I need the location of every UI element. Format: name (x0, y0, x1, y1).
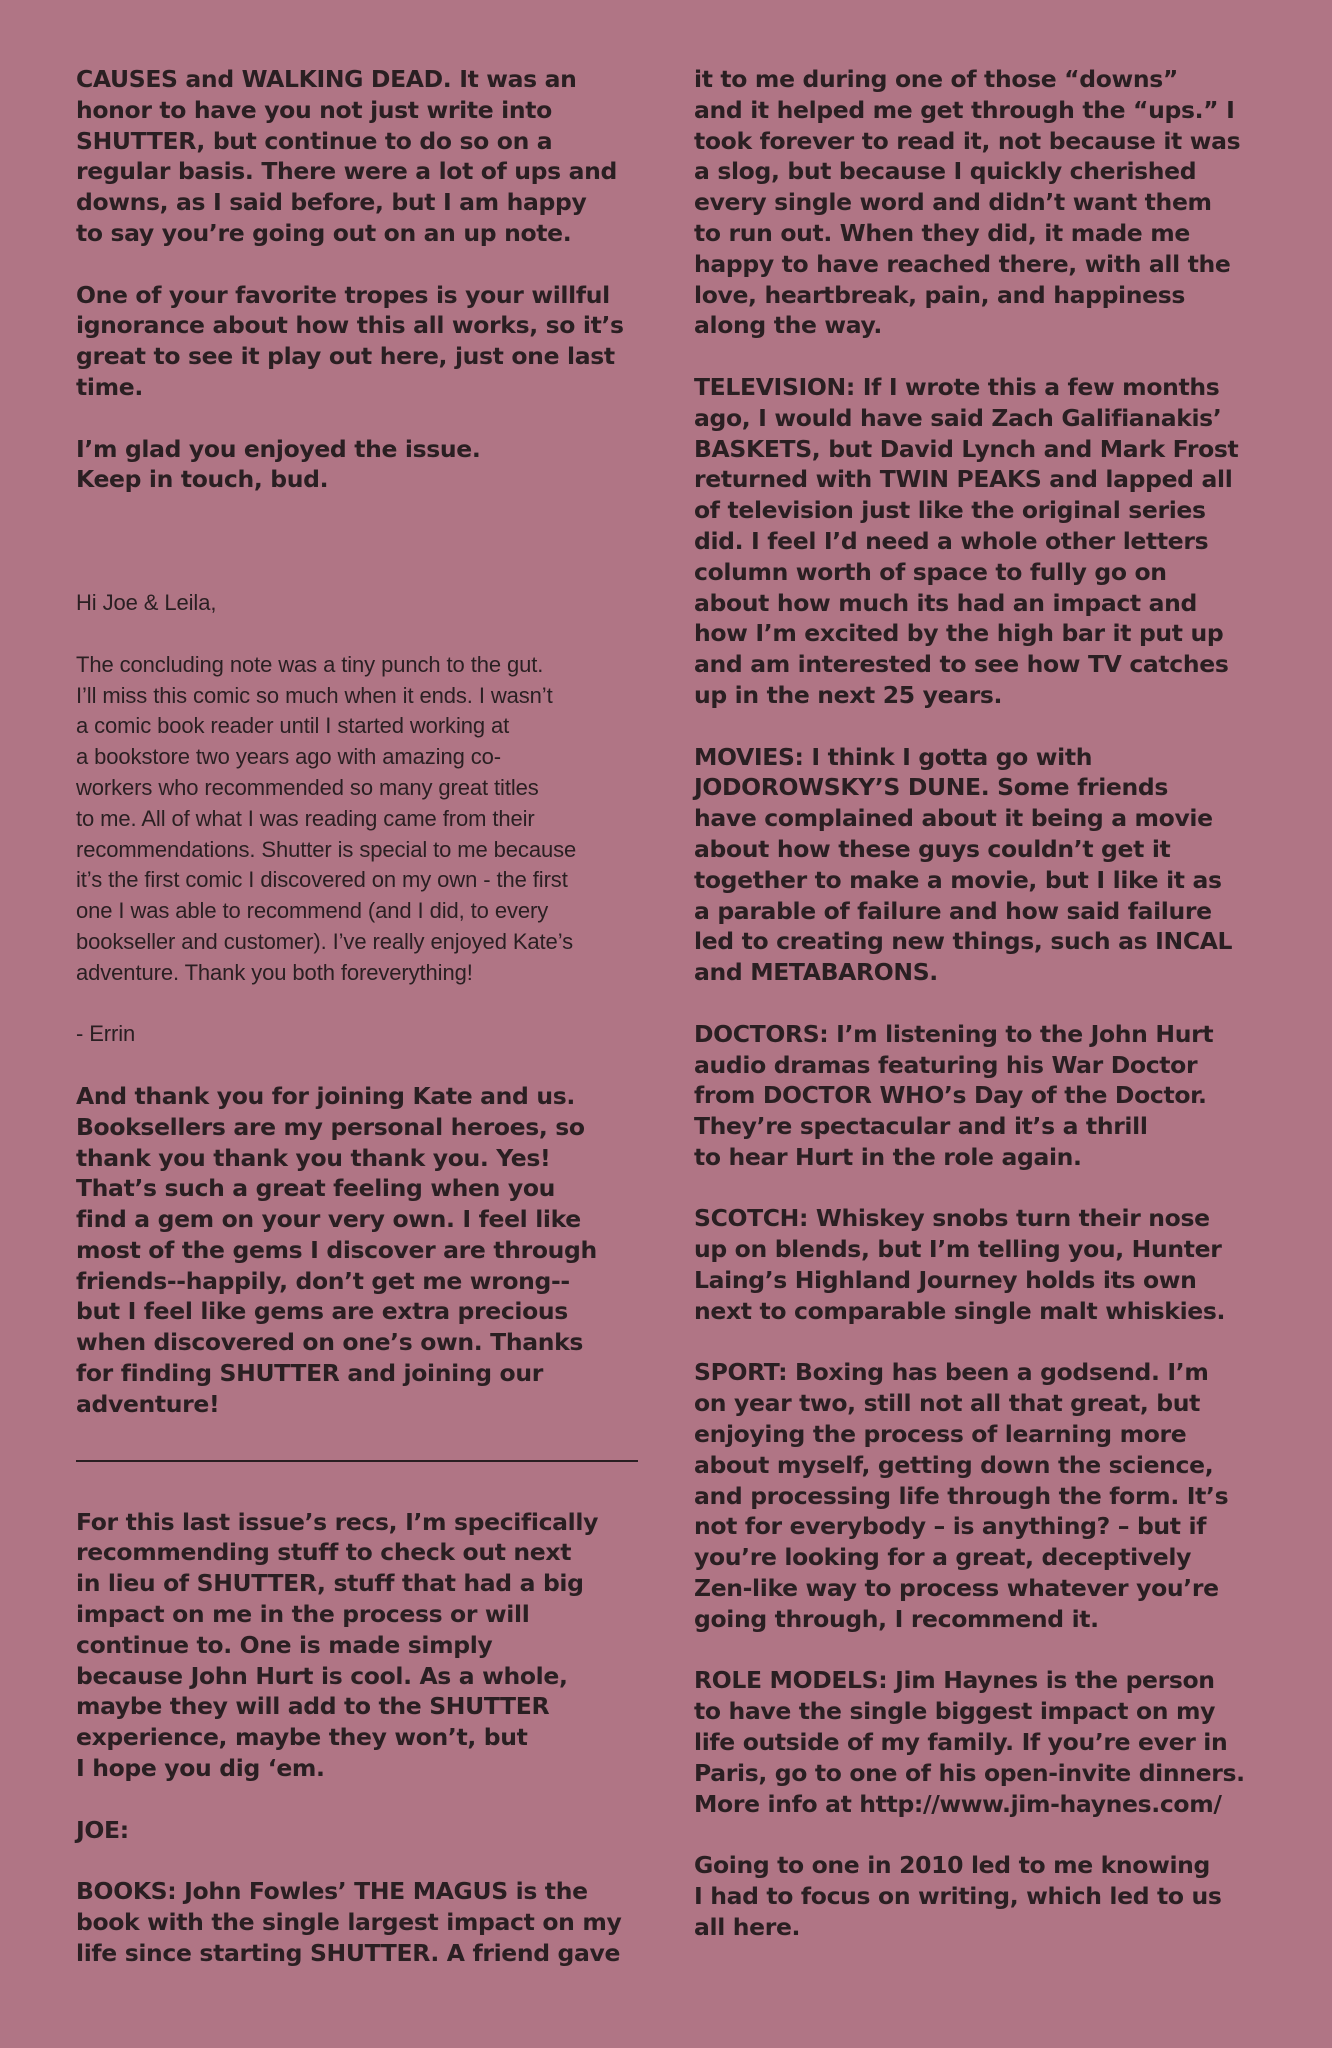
rec-doctors: DOCTORS: I’m listening to the John Hurt audio dramas featuring his War Doctor from DOCTOR WHO’s Day of the Doctor. They’re spectacular and it’s a thrill to hear Hurt in the role again. (694, 1019, 1214, 1171)
section-spacer (76, 1462, 676, 1507)
left-column (76, 64, 676, 1969)
right-column (694, 64, 1254, 1943)
recs-intro: For this last issue’s recs, I’m specifically recommending stuff to check out next in lieu of SHUTTER, stuff that had a big impact on me in the process or will continue to. One is made simply because John Hurt is cool. As a whole, maybe they will add to the SHUTTER experience, maybe they won’t, but I hope you dig ‘em. (76, 1507, 599, 1783)
rec-sport: SPORT: Boxing has been a godsend. I’m on year two, still not all that great, but enjoying the process of learning more about myself, getting down the science, and processing life through the form. It’s not for everybody – is anything? – but if you’re looking for a great, deceptively Zen-like way to process whatever you’re going through, I recommend it. (694, 1358, 1229, 1633)
joe-label: JOE: (76, 1815, 129, 1844)
rec-books-continued: it to me during one of those “downs” and it helped me get through the “ups.” I took forever to read it, not because it was a slog, but because I quickly cherished every single word and didn’t want them to run out. When they did, it made me happy to have reached there, with all the love, heartbreak, pain, and happiness along the way. (694, 65, 1241, 340)
rec-role-models: ROLE MODELS: Jim Haynes is the person to have the single biggest impact on my life outside of my family. If you’re ever in Paris, go to one of his open-invite dinners. More info at http://www.jim-haynes.com/ (694, 1666, 1245, 1818)
reply-paragraph-causes: CAUSES and WALKING DEAD. It was an honor to have you not just write into SHUTTER, but continue to do so on a regular basis. There were a lot of ups and downs, as I said before, but I am happy to say you’re going out on an up note. (76, 65, 617, 247)
letter-greeting: Hi Joe & Leila, (76, 590, 217, 616)
letter-signature: - Errin (76, 1021, 136, 1047)
rec-books: BOOKS: John Fowles’ THE MAGUS is the book with the single largest impact on my life since starting SHUTTER. A friend gave (76, 1877, 622, 1967)
letter-body: The concluding note was a tiny punch to the gut. I’ll miss this comic so much when it ends. I wasn’t a comic book reader until I started working at a bookstore two years ago with amazing co- workers who recommended so many great titles to me. All of what I was reading came from their recommendations. Shutter is special to me because it’s the first comic I discovered on my own - the first one I was able to recommend (and I did, to every bookseller and customer). I’ve really enjoyed Kate’s adventure. Thank you both foreverything! (76, 651, 577, 985)
rec-television: TELEVISION: If I wrote this a few months ago, I would have said Zach Galifianakis’ BASKETS, but David Lynch and Mark Frost returned with TWIN PEAKS and lapped all of television just like the original series did. I feel I’d need a whole other letters column worth of space to fully go on about how much its had an impact and how I’m excited by the high bar it put up and am interested to see how TV catches up in the next 25 years. (694, 372, 1239, 709)
rec-scotch: SCOTCH: Whiskey snobs turn their nose up on blends, but I’m telling you, Hunter Laing’s Highland Journey holds its own next to comparable single malt whiskies. (694, 1204, 1226, 1325)
section-spacer (76, 495, 676, 588)
reply-paragraph-booksellers: And thank you for joining Kate and us. Booksellers are my personal heroes, so thank you thank you thank you. Yes! That’s such a great feeling when you find a gem on your very own. I feel like most of the gems I discover are through friends--happily, don’t get me wrong-- but I feel like gems are extra precious when discovered on one’s own. Thanks for finding SHUTTER and joining our adventure! (76, 1081, 597, 1418)
reply-paragraph-tropes: One of your favorite tropes is your willful ignorance about how this all works, so it’s great to see it play out here, just one last time. (76, 280, 624, 401)
section-spacer (76, 1420, 676, 1460)
reply-paragraph-glad: I’m glad you enjoyed the issue. Keep in touch, bud. (76, 434, 481, 494)
rec-movies: MOVIES: I think I gotta go with JODOROWSKY’S DUNE. Some friends have complained about it being a movie about how these guys couldn’t get it together to make a movie, but I like it as a parable of failure and how said failure led to creating new things, such as INCAL and METABARONS. (694, 742, 1233, 987)
closing-paragraph: Going to one in 2010 led to me knowing I had to focus on writing, which led to us all here. (694, 1851, 1222, 1941)
